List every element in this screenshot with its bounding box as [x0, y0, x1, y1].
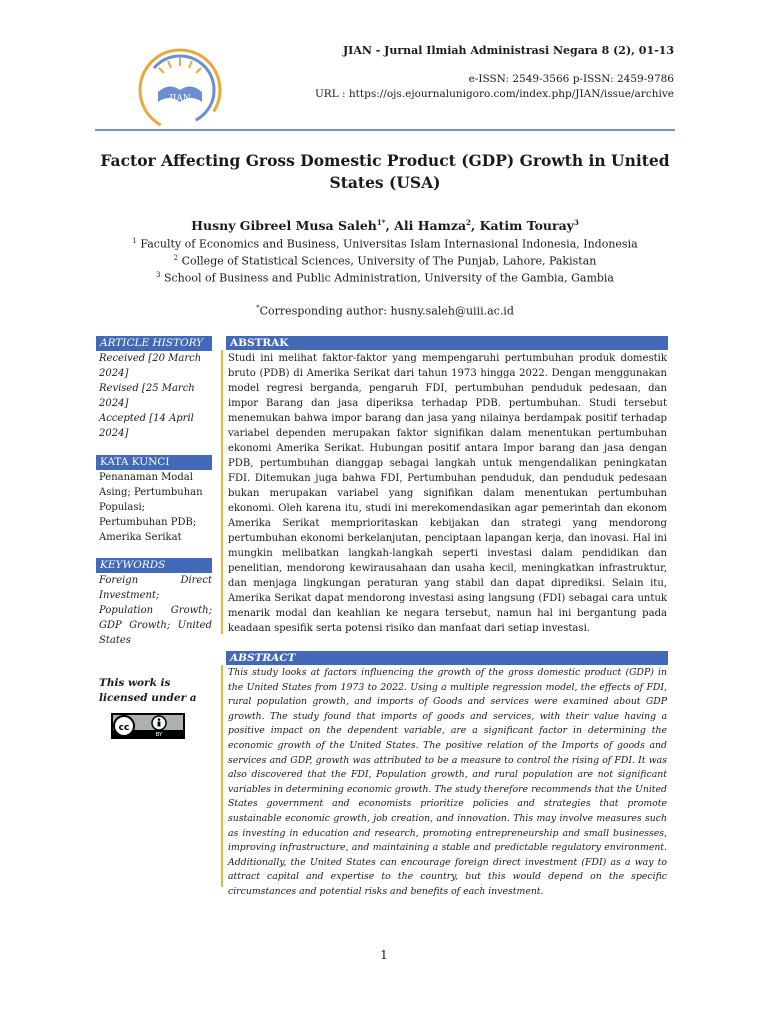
affiliation-number: 2 — [173, 254, 179, 262]
article-history — [99, 351, 212, 441]
author-mark: 1* — [376, 218, 386, 227]
author-mark: 3 — [573, 218, 579, 227]
history-received: Received [20 March 2024] — [99, 353, 202, 379]
author-mark: 2 — [466, 218, 471, 227]
affiliation-text: School of Business and Public Administration, University of the Gambia, Gambia — [163, 271, 614, 285]
cc-badge-label: BY — [155, 732, 163, 738]
keywords-text: Foreign Direct Investment; Population Growth; GDP Growth; United States — [99, 575, 212, 646]
affiliation-number: 3 — [155, 271, 161, 279]
abstrak-heading: ABSTRAK — [226, 336, 668, 350]
author-list: Husny Gibreel Musa Saleh$^{1*}$, Ali Hamza$^2$, Katim Touray$^3$ — [191, 218, 579, 234]
affiliation — [100, 271, 670, 285]
author-name: Husny Gibreel Musa Saleh — [191, 218, 377, 234]
abstract-accent-bar — [221, 665, 223, 887]
svg-text:cc: cc — [118, 723, 130, 733]
logo-text: JIAN — [169, 94, 191, 104]
affiliation-text: Faculty of Economics and Business, Universitas Islam Internasional Indonesia, Indonesia — [140, 237, 638, 251]
license-text: This work is licensed under a — [99, 677, 197, 704]
corresponding-author — [100, 304, 670, 318]
corresponding-text: Corresponding author: husny.saleh@uiii.ac.id — [259, 304, 514, 318]
article-title: Factor Affecting Gross Domestic Product (GDP) Growth in United States (USA) — [100, 151, 670, 192]
page-number: 1 — [380, 948, 388, 962]
affiliation — [100, 237, 670, 251]
corresponding-mark: * — [256, 304, 260, 312]
abstract-heading: ABSTRACT — [226, 651, 668, 665]
keywords-heading: KEYWORDS — [96, 558, 212, 573]
affiliation-text: College of Statistical Sciences, University of The Punjab, Lahore, Pakistan — [181, 254, 597, 268]
journal-logo — [134, 44, 226, 136]
kata-kunci-heading: KATA KUNCI — [96, 455, 212, 470]
abstrak-text: Studi ini melihat faktor-faktor yang mempengaruhi pertumbuhan produk domestik bruto (PDB) di Amerika Serikat dari tahun 1973 hingga 2022. Dengan menggunakan model regresi berganda, pengaruh FDI, pertumbuhan penduduk pedesaan, dan impor Barang dan jasa diperiksa terhadap PDB. pertumbuhan. Studi tersebut menemukan bahwa impor barang dan jasa yang nilainya berdampak positif terhadap variabel dependen merupakan faktor signifikan dalam menentukan pertumbuhan ekonomi Amerika Serikat. Hubungan positif antara Impor barang dan jasa dengan PDB, pertumbuhan dianggap sebagai langkah untuk mengendalikan peningkatan FDI. Ditemukan juga bahwa FDI, Pertumbuhan penduduk, dan penduduk pedesaan bukan merupakan variabel yang signifikan dalam menentukan pertumbuhan ekonomi. Oleh karena itu, studi ini merekomendasikan agar pemerintah dan ekonom Amerika Serikat memprioritaskan kebijakan dan strategi yang mendorong pertumbuhan ekonomi berkelanjutan, penciptaan lapangan kerja, dan inovasi. Hal ini mungkin melibatkan langkah-langkah seperti investasi dalam pendidikan dan penelitian, mendorong kewirausahaan dan usaha kecil, meningkatkan infrastruktur, dan menjaga lingkungan peraturan yang stabil dan dapat diprediksi. Selain itu, Amerika Serikat dapat mendorong investasi asing langsung (FDI) sebagai cara untuk menarik modal dan keahlian ke negara tersebut, namun hal ini bergantung pada keadaan spesifik serta potensi risiko dan manfaat dari setiap investasi. — [228, 353, 667, 634]
author-name: Ali Hamza — [394, 218, 467, 234]
history-revised: Revised [25 March 2024] — [99, 383, 195, 409]
affiliation — [100, 254, 670, 268]
affiliation-number: 1 — [132, 237, 137, 245]
journal-url[interactable]: URL : https://ojs.ejournalunigoro.com/index.php/JIAN/issue/archive — [314, 88, 674, 100]
header-divider — [95, 129, 675, 131]
author-name: Katim Touray — [479, 218, 574, 234]
history-accepted: Accepted [14 April 2024] — [99, 413, 194, 439]
article-history-heading: ARTICLE HISTORY — [96, 336, 212, 351]
journal-citation: JIAN - Jurnal Ilmiah Administrasi Negara 8 (2), 01-13 — [342, 44, 674, 57]
abstrak-accent-bar — [221, 350, 223, 634]
abstract-text: This study looks at factors influencing the growth of the gross domestic product (GDP) in the United States from 1973 to 2022. Using a multiple regression model, the effects of FDI, rural population growth, and imports of Goods and services were examined about GDP growth. The study found that imports of goods and services, with their value having a positive impact on the dependent variable, are a significant factor in determining the economic growth of the United States. The positive relation of the Imports of goods and services and GDP, growth was attributed to be a measure to control the rising of FDI. It was also discovered that the FDI, Population growth, and rural population are not significant variables in determining economic growth. The study therefore recommends that the United States government and economists prioritize policies and strategies that promote sustainable economic growth, job creation, and innovation. This may involve measures such as investing in education and research, promoting entrepreneurship and small businesses, improving infrastructure, and maintaining a stable and predictable regulatory environment. Additionally, the United States can encourage foreign direct investment (FDI) as a way to attract capital and expertise to the country, but this would depend on the specific circumstances and potential risks and benefits of each investment. — [228, 667, 667, 897]
cc-by-license-badge[interactable] — [111, 713, 185, 739]
kata-kunci-text: Penanaman Modal Asing; Pertumbuhan Populasi; Pertumbuhan PDB; Amerika Serikat — [99, 472, 203, 543]
issn-line: e-ISSN: 2549-3566 p-ISSN: 2459-9786 — [468, 73, 674, 85]
